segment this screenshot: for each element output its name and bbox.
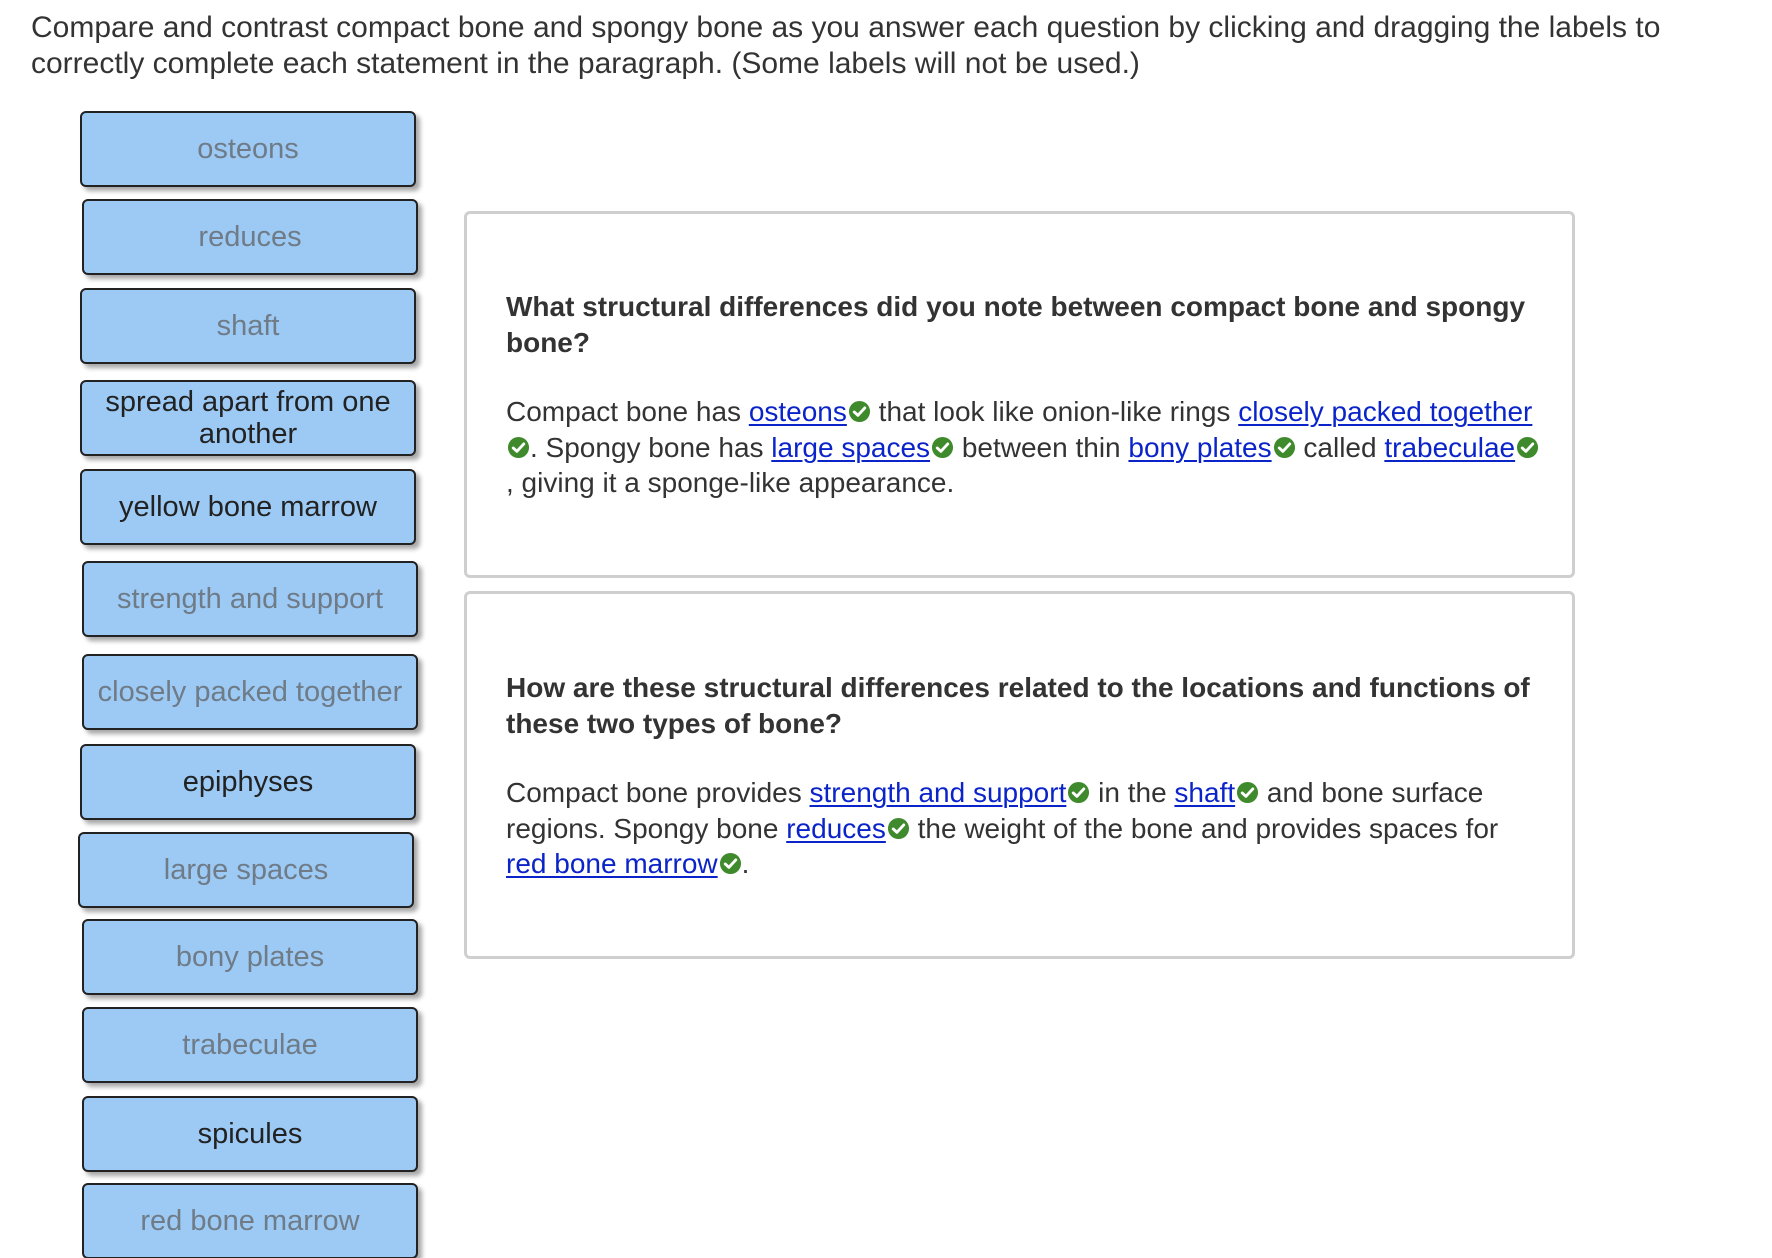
check-circle-icon	[887, 817, 910, 840]
answer-blank-4[interactable]: red bone marrow	[506, 848, 718, 879]
answer-paragraph	[506, 775, 1546, 882]
draggable-label-epiphyses[interactable]	[80, 744, 416, 820]
label-text: yellow bone marrow	[119, 491, 377, 523]
draggable-label-spread-apart[interactable]	[80, 380, 416, 456]
check-circle-icon	[1516, 436, 1539, 459]
check-circle-icon	[507, 436, 530, 459]
draggable-label-osteons[interactable]	[80, 111, 416, 187]
label-text: strength and support	[116, 583, 383, 615]
check-circle-icon	[1067, 781, 1090, 804]
draggable-label-yellow-bone-marrow[interactable]	[80, 469, 416, 545]
answer-blank-1[interactable]: strength and support	[809, 777, 1067, 808]
paragraph-text: and bone surface regions. Spongy bone	[506, 777, 1484, 844]
label-text: bony plates	[175, 941, 325, 973]
paragraph-text: that look like onion-like rings	[870, 396, 1239, 427]
label-text: trabeculae	[182, 1029, 318, 1061]
label-text: large spaces	[163, 854, 329, 886]
paragraph-text: in the	[1090, 777, 1175, 808]
paragraph-text: .	[741, 848, 750, 879]
paragraph-text: between thin	[954, 431, 1129, 463]
label-text: reduces	[198, 221, 302, 253]
label-text: osteons	[197, 133, 299, 165]
instructions-text: Compare and contrast compact bone and spongy bone as you answer each question by clicking and dragging the labels to correctly complete each statement in the paragraph. (Some labels will not be used.)	[31, 11, 1661, 80]
answer-blank-2[interactable]: closely packed together	[1238, 396, 1533, 427]
draggable-label-bony-plates[interactable]	[82, 919, 418, 995]
label-text: spicules	[197, 1118, 303, 1150]
answer-paragraph	[506, 394, 1546, 501]
paragraph-text: called	[1295, 431, 1385, 463]
label-text: red bone marrow	[140, 1205, 360, 1237]
paragraph-text: , giving it a sponge-like appearance.	[506, 467, 955, 498]
answer-blank-2[interactable]: shaft	[1174, 777, 1236, 808]
draggable-label-red-bone-marrow[interactable]	[82, 1183, 418, 1258]
answer-blank-1[interactable]: osteons	[748, 396, 847, 427]
draggable-label-shaft[interactable]	[80, 288, 416, 364]
answer-blank-3[interactable]: reduces	[786, 812, 886, 844]
question-box-1	[464, 211, 1575, 578]
label-text: spread apart from one another	[105, 386, 391, 450]
check-circle-icon	[1273, 436, 1296, 459]
draggable-label-large-spaces[interactable]	[78, 832, 414, 908]
draggable-label-strength-and-support[interactable]	[82, 561, 418, 637]
check-circle-icon	[1236, 781, 1259, 804]
draggable-label-spicules[interactable]	[82, 1096, 418, 1172]
answer-blank-3[interactable]: large spaces	[771, 431, 931, 463]
label-text: epiphyses	[182, 766, 314, 798]
draggable-label-closely-packed-together[interactable]	[82, 654, 418, 730]
label-text: closely packed together	[97, 676, 403, 708]
label-text: shaft	[216, 310, 280, 342]
question-title: What structural differences did you note between compact bone and spongy bone?	[506, 291, 1526, 358]
check-circle-icon	[848, 400, 871, 423]
paragraph-text: . Spongy bone has	[530, 431, 772, 463]
paragraph-text: Compact bone provides	[506, 777, 810, 808]
paragraph-text: Compact bone has	[506, 396, 749, 427]
check-circle-icon	[719, 852, 742, 875]
answer-blank-5[interactable]: trabeculae	[1384, 431, 1516, 463]
answer-blank-4[interactable]: bony plates	[1128, 431, 1272, 463]
question-title: How are these structural differences related to the locations and functions of these two types of bone?	[506, 672, 1530, 739]
draggable-label-reduces[interactable]	[82, 199, 418, 275]
paragraph-text: the weight of the bone and provides spaces for	[909, 812, 1499, 844]
question-box-2	[464, 591, 1575, 959]
draggable-label-trabeculae[interactable]	[82, 1007, 418, 1083]
check-circle-icon	[931, 436, 954, 459]
